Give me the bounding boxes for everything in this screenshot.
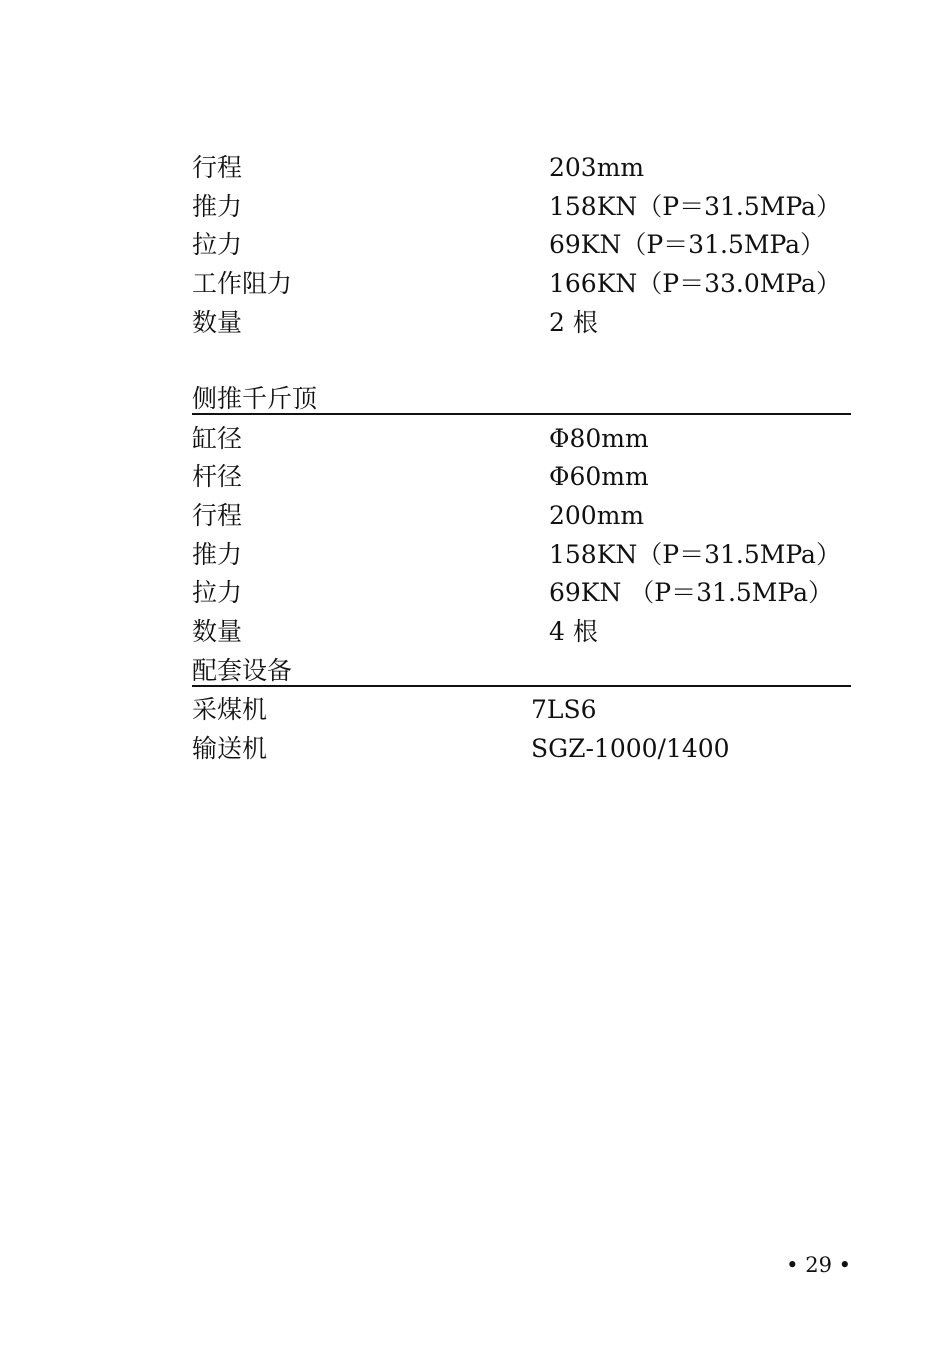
spec-value: 200mm bbox=[549, 501, 645, 530]
spec-label: 数量 bbox=[192, 617, 243, 646]
spec-label: 行程 bbox=[192, 501, 243, 530]
spec-value: SGZ-1000/1400 bbox=[531, 734, 730, 763]
spec-value: Φ60mm bbox=[549, 462, 649, 491]
spec-value: 158KN（P＝31.5MPa） bbox=[549, 192, 841, 221]
section-title-equipment: 配套设备 bbox=[192, 656, 851, 687]
spec-label: 数量 bbox=[192, 308, 243, 337]
spec-value: 7LS6 bbox=[531, 695, 597, 724]
spec-label: 拉力 bbox=[192, 230, 243, 259]
spec-label: 行程 bbox=[192, 153, 243, 182]
spec-value: 2 根 bbox=[549, 308, 598, 337]
spec-label: 杆径 bbox=[192, 462, 243, 491]
spec-label: 推力 bbox=[192, 540, 243, 569]
section-title-side-jack: 侧推千斤顶 bbox=[192, 384, 851, 415]
spec-label: 输送机 bbox=[192, 734, 268, 763]
spec-value: 69KN （P＝31.5MPa） bbox=[549, 578, 833, 607]
spec-value: Φ80mm bbox=[549, 424, 649, 453]
spec-label: 工作阻力 bbox=[192, 269, 293, 298]
spec-label: 缸径 bbox=[192, 424, 243, 453]
spec-value: 166KN（P＝33.0MPa） bbox=[549, 269, 841, 298]
spec-label: 采煤机 bbox=[192, 695, 268, 724]
spec-value: 158KN（P＝31.5MPa） bbox=[549, 540, 841, 569]
page-number: • 29 • bbox=[786, 1253, 851, 1277]
spec-value: 69KN（P＝31.5MPa） bbox=[549, 230, 826, 259]
spec-label: 推力 bbox=[192, 192, 243, 221]
spec-value: 4 根 bbox=[549, 617, 598, 646]
spec-value: 203mm bbox=[549, 153, 645, 182]
spec-label: 拉力 bbox=[192, 578, 243, 607]
